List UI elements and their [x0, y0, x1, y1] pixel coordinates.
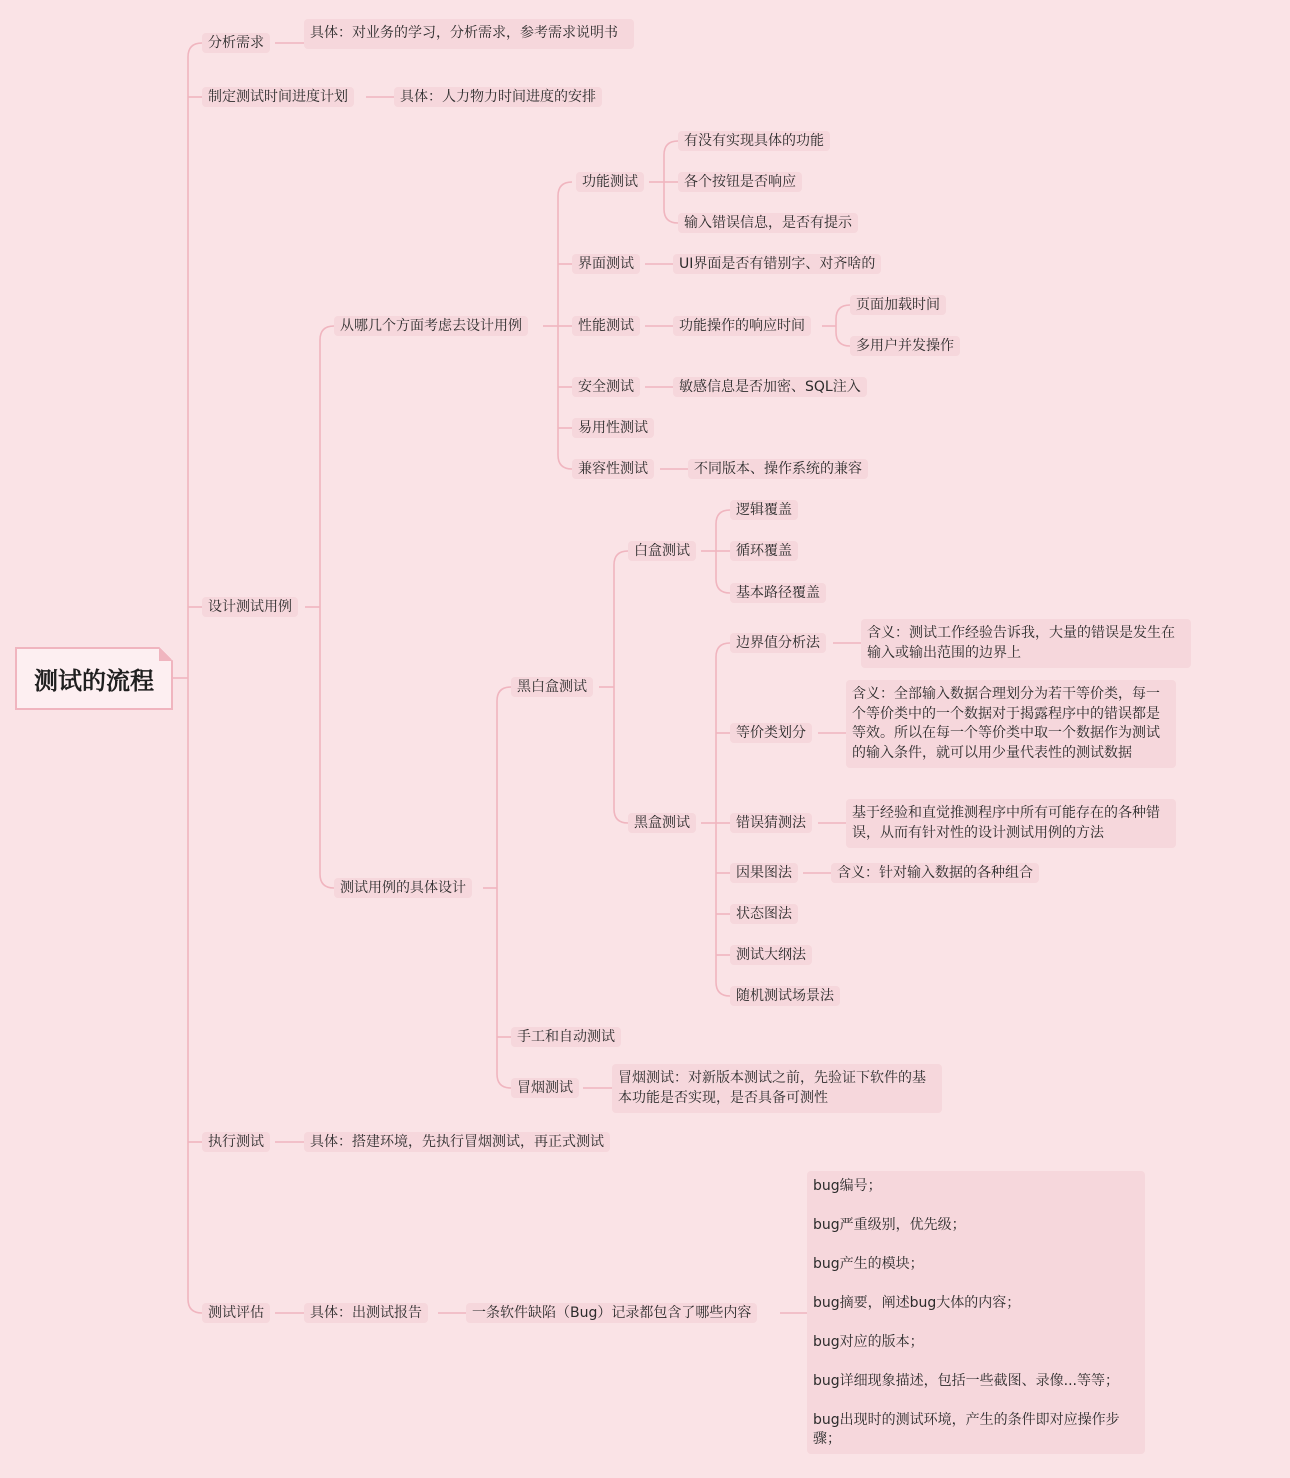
- node-evaluate[interactable]: 测试评估: [202, 1303, 270, 1323]
- node-func-3[interactable]: 输入错误信息，是否有提示: [678, 213, 858, 233]
- node-perf-2[interactable]: 多用户并发操作: [850, 336, 960, 356]
- node-blackwhite[interactable]: 黑白盒测试: [511, 677, 593, 697]
- node-security-detail[interactable]: 敏感信息是否加密、SQL注入: [673, 377, 867, 397]
- bug-item: bug严重级别，优先级；: [813, 1217, 966, 1233]
- node-boundary-detail[interactable]: 含义：测试工作经验告诉我，大量的错误是发生在输入或输出范围的边界上: [861, 619, 1191, 668]
- bug-item: bug详细现象描述，包括一些截图、录像...等等；: [813, 1373, 1119, 1389]
- node-aspects[interactable]: 从哪几个方面考虑去设计用例: [334, 316, 528, 336]
- node-ui[interactable]: 界面测试: [572, 254, 640, 274]
- node-equiv[interactable]: 等价类划分: [730, 723, 812, 743]
- node-specific[interactable]: 测试用例的具体设计: [334, 878, 472, 898]
- node-perf-1[interactable]: 页面加载时间: [850, 295, 946, 315]
- bug-item: bug摘要，阐述bug大体的内容；: [813, 1295, 1021, 1311]
- node-plan-detail[interactable]: 具体：人力物力时间进度的安排: [394, 87, 602, 107]
- node-execute-detail[interactable]: 具体：搭建环境，先执行冒烟测试，再正式测试: [304, 1132, 610, 1152]
- node-plan[interactable]: 制定测试时间进度计划: [202, 87, 354, 107]
- node-guess[interactable]: 错误猜测法: [730, 813, 812, 833]
- node-ui-detail[interactable]: UI界面是否有错别字、对齐啥的: [673, 254, 881, 274]
- node-func-2[interactable]: 各个按钮是否响应: [678, 172, 802, 192]
- node-cause-detail[interactable]: 含义：针对输入数据的各种组合: [831, 863, 1039, 883]
- node-manual[interactable]: 手工和自动测试: [511, 1027, 621, 1047]
- node-compat-detail[interactable]: 不同版本、操作系统的兼容: [688, 459, 868, 479]
- bug-item: bug编号；: [813, 1178, 882, 1194]
- node-scenario[interactable]: 随机测试场景法: [730, 986, 840, 1006]
- node-boundary[interactable]: 边界值分析法: [730, 633, 826, 653]
- node-evaluate-detail[interactable]: 具体：出测试报告: [304, 1303, 428, 1323]
- node-design[interactable]: 设计测试用例: [202, 597, 298, 617]
- node-equiv-detail[interactable]: 含义：全部输入数据合理划分为若干等价类，每一个等价类中的一个数据对于揭露程序中的错误都是等效。所以在每一个等价类中取一个数据作为测试的输入条件，就可以用少量代表性的测试数据: [846, 680, 1176, 768]
- node-smoke[interactable]: 冒烟测试: [511, 1078, 579, 1098]
- bug-item: bug对应的版本；: [813, 1334, 924, 1350]
- node-security[interactable]: 安全测试: [572, 377, 640, 397]
- node-execute[interactable]: 执行测试: [202, 1132, 270, 1152]
- node-compat[interactable]: 兼容性测试: [572, 459, 654, 479]
- connector-design-trunk: [320, 326, 334, 888]
- connector-l1-trunk: [188, 43, 202, 1313]
- bug-item: bug出现时的测试环境，产生的条件即对应操作步骤；: [813, 1412, 1120, 1447]
- root-node[interactable]: [15, 647, 173, 710]
- node-state[interactable]: 状态图法: [730, 904, 798, 924]
- node-black[interactable]: 黑盒测试: [628, 813, 696, 833]
- node-cause[interactable]: 因果图法: [730, 863, 798, 883]
- node-smoke-detail[interactable]: 冒烟测试：对新版本测试之前，先验证下软件的基本功能是否实现，是否具备可测性: [612, 1064, 942, 1113]
- node-func-1[interactable]: 有没有实现具体的功能: [678, 131, 830, 151]
- note-fold-icon: [159, 647, 173, 661]
- node-usability[interactable]: 易用性测试: [572, 418, 654, 438]
- root-title: 测试的流程: [34, 667, 154, 695]
- node-analyze[interactable]: 分析需求: [202, 33, 270, 53]
- node-white-3[interactable]: 基本路径覆盖: [730, 583, 826, 603]
- node-performance[interactable]: 性能测试: [572, 316, 640, 336]
- bug-item: bug产生的模块；: [813, 1256, 924, 1272]
- node-white-1[interactable]: 逻辑覆盖: [730, 500, 798, 520]
- node-white-2[interactable]: 循环覆盖: [730, 541, 798, 561]
- node-functional[interactable]: 功能测试: [576, 172, 644, 192]
- node-analyze-detail[interactable]: 具体：对业务的学习，分析需求，参考需求说明书: [304, 19, 634, 49]
- node-bug-question[interactable]: 一条软件缺陷（Bug）记录都包含了哪些内容: [466, 1303, 757, 1323]
- node-white[interactable]: 白盒测试: [628, 541, 696, 561]
- node-perf-detail[interactable]: 功能操作的响应时间: [673, 316, 811, 336]
- node-outline[interactable]: 测试大纲法: [730, 945, 812, 965]
- node-guess-detail[interactable]: 基于经验和直觉推测程序中所有可能存在的各种错误，从而有针对性的设计测试用例的方法: [846, 799, 1176, 848]
